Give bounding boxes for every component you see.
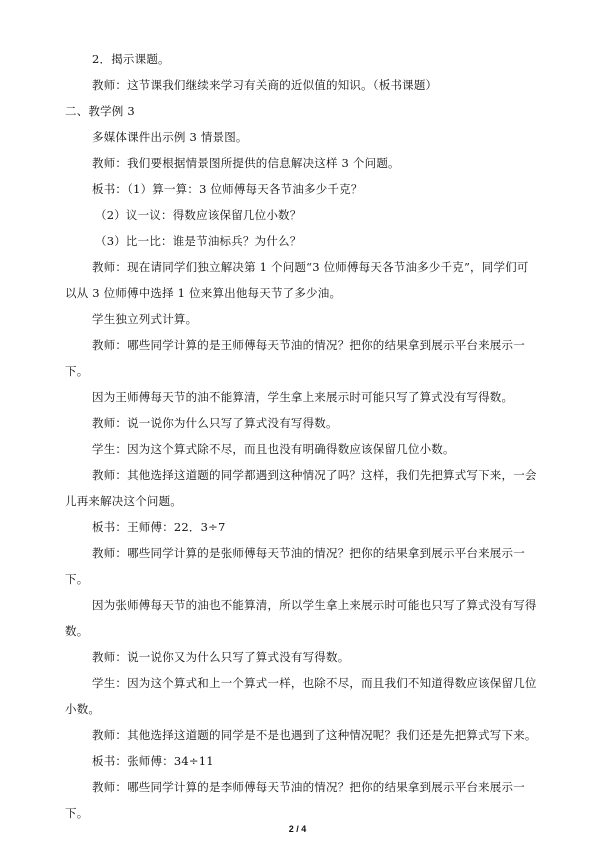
line-13: 下。 [65,364,89,378]
page-number: 2 / 4 [288,824,307,834]
line-14: 因为王师傅每天节的油不能算清，学生拿上来展示时可能只写了算式没有写得数。 [92,390,514,404]
line-29: 教师：哪些同学计算的是李师傅每天节油的情况？把你的结果拿到展示平台来展示一 [92,780,525,794]
line-17: 教师：其他选择这道题的同学都遇到这种情况了吗？这样，我们先把算式写下来，一会 [92,468,537,482]
line-24: 教师：说一说你又为什么只写了算式没有写得数。 [92,650,350,664]
line-23: 数。 [65,624,89,638]
line-26: 小数。 [65,702,101,716]
line-8: （3）比一比：谁是节油标兵？为什么？ [95,234,302,248]
line-16: 学生：因为这个算式除不尽，而且也没有明确得数应该保留几位小数。 [92,442,455,456]
line-28: 板书：张师傅：34÷11 [92,754,214,768]
line-6: 板书：（1）算一算：3 位师傅每天各节油多少千克？ [92,182,363,196]
line-11: 学生独立列式计算。 [92,312,198,326]
line-4: 多媒体课件出示例 3 情景图。 [92,130,248,144]
section-heading: 二、教学例 3 [65,104,135,118]
line-9: 教师：现在请同学们独立解决第 1 个问题“3 位师傅每天各节油多少千克”，同学们可 [92,260,529,274]
line-18: 儿再来解决这个问题。 [65,494,182,508]
line-22: 因为张师傅每天节的油也不能算清，所以学生拿上来展示时可能也只写了算式没有写得 [92,598,537,612]
line-30: 下。 [65,806,89,820]
line-21: 下。 [65,572,89,586]
line-20: 教师：哪些同学计算的是张师傅每天节油的情况？把你的结果拿到展示平台来展示一 [92,546,525,560]
line-27: 教师：其他选择这道题的同学是不是也遇到了这种情况呢？我们还是先把算式写下来。 [92,728,537,742]
line-7: （2）议一议：得数应该保留几位小数？ [95,208,302,222]
line-25: 学生：因为这个算式和上一个算式一样，也除不尽，而且我们不知道得数应该保留几位 [92,676,537,690]
line-2: 教师：这节课我们继续来学习有关商的近似值的知识。（板书课题） [92,78,438,92]
line-12: 教师：哪些同学计算的是王师傅每天节油的情况？把你的结果拿到展示平台来展示一 [92,338,525,352]
line-1: 2．揭示课题。 [92,52,170,66]
line-15: 教师：说一说你为什么只写了算式没有写得数。 [92,416,338,430]
line-19: 板书：王师傅：22．3÷7 [92,520,226,534]
line-5: 教师：我们要根据情景图所提供的信息解决这样 3 个问题。 [92,156,400,170]
line-10: 以从 3 位师傅中选择 1 位来算出他每天节了多少油。 [65,286,342,300]
